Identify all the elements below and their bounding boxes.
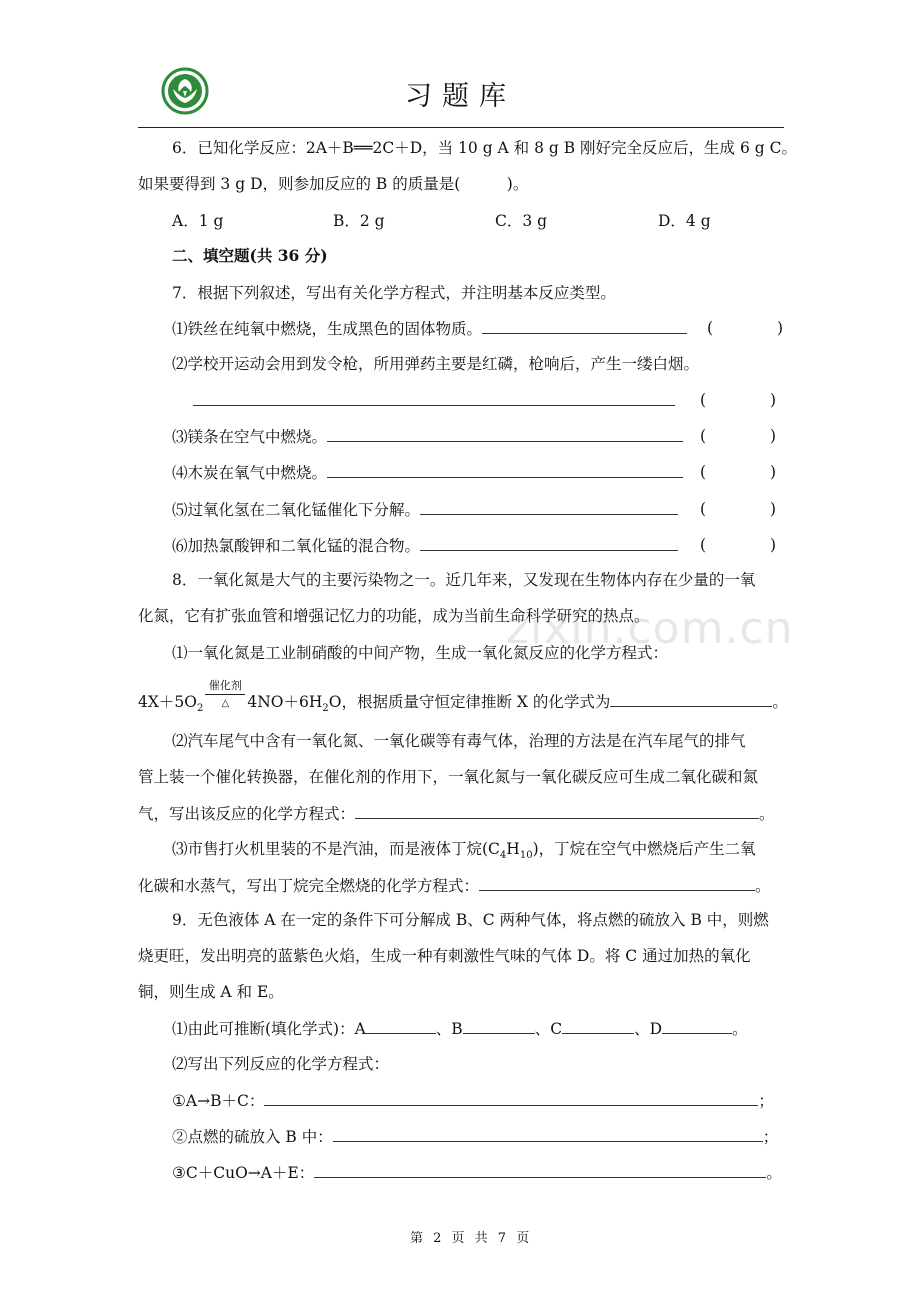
formula-subscript: 10 — [519, 850, 533, 862]
q9-reaction-2-text: ②点燃的硫放入 B 中： — [172, 1128, 333, 1146]
q6-option-c: C．3 g — [495, 212, 548, 230]
q6-option-b: B．2 g — [333, 212, 385, 230]
period: 。 — [755, 877, 771, 895]
q8-part2-line2: 管上装一个催化转换器，在催化剂的作用下，一氧化氮与一氧化碳反应可生成二氧化碳和氮 — [138, 768, 759, 786]
q7-paren-3-open: ( — [700, 427, 707, 445]
q9-part1-d: 、D — [634, 1020, 662, 1038]
q7-paren-2-open: ( — [700, 391, 707, 409]
q7-paren-6-open: ( — [700, 536, 707, 554]
q8-part3-line2 — [138, 875, 771, 896]
watermark: zixin.com.cn — [506, 603, 794, 654]
answer-blank[interactable] — [193, 405, 675, 406]
q7-item-3 — [172, 426, 683, 447]
q7-item-2: ⑵学校开运动会用到发令枪，所用弹药主要是红磷，枪响后，产生一缕白烟。 — [172, 355, 700, 373]
q6-line1: 6．已知化学反应：2A＋B══2C＋D，当 10 g A 和 8 g B 刚好完全反应后，生成 6 g C。 — [172, 139, 797, 157]
answer-blank[interactable] — [327, 462, 683, 478]
answer-blank[interactable] — [264, 1090, 758, 1106]
q7-paren-1-close: ) — [777, 319, 784, 337]
equation-tail: O，根据质量守恒定律推断 X 的化学式为 — [328, 693, 611, 711]
reaction-condition — [203, 679, 247, 709]
equation-subscript: 2 — [196, 703, 204, 715]
answer-blank[interactable] — [327, 426, 683, 442]
q9-part1-text: ⑴由此可推断(填化学式)：A — [172, 1020, 366, 1038]
q8-line2: 化氮，它有扩张血管和增强记忆力的功能，成为当前生命科学研究的热点。 — [138, 607, 650, 625]
q9-part1-b: 、B — [435, 1020, 463, 1038]
q6-option-a: A．1 g — [172, 212, 224, 230]
q9-reaction-1-text: ①A→B＋C： — [172, 1092, 265, 1110]
answer-blank[interactable] — [333, 1126, 763, 1142]
leaf-hands-logo-icon — [161, 67, 209, 115]
q8-part2-line3 — [138, 803, 775, 824]
q7-item-4 — [172, 462, 683, 483]
q8-part2-text: 气，写出该反应的化学方程式： — [138, 805, 356, 823]
q9-line3: 铜，则生成 A 和 E。 — [138, 983, 284, 1001]
page-number: 第 2 页 共 7 页 — [410, 1231, 533, 1246]
q8-equation — [138, 679, 788, 719]
q9-part1-c: 、C — [534, 1020, 563, 1038]
equation-left: 4X＋5O — [138, 693, 197, 711]
q7-paren-4-open: ( — [700, 463, 707, 481]
equation-right: 4NO＋6H — [247, 693, 323, 711]
q7-paren-3-close: ) — [770, 427, 777, 445]
answer-blank[interactable] — [479, 875, 755, 891]
catalyst-label: 催化剂 — [208, 679, 242, 692]
q8-part3-text-c: )，丁烷在空气中燃烧后产生二氧 — [532, 840, 756, 858]
answer-blank[interactable] — [482, 318, 687, 334]
q8-part1: ⑴一氧化氮是工业制硝酸的中间产物，生成一氧化氮反应的化学方程式： — [172, 644, 669, 662]
q7-item-6 — [172, 535, 678, 556]
section-heading: 二、填空题(共 36 分) — [172, 246, 328, 265]
q7-paren-5-close: ) — [770, 500, 777, 518]
q7-paren-5-open: ( — [700, 500, 707, 518]
formula-subscript: 4 — [499, 850, 507, 862]
q7-item-5-text: ⑸过氧化氢在二氧化锰催化下分解。 — [172, 501, 421, 519]
answer-blank[interactable] — [610, 691, 772, 707]
q9-reaction-2 — [172, 1126, 778, 1147]
q7-paren-2-close: ) — [770, 391, 777, 409]
period: 。 — [766, 1164, 782, 1182]
q7-paren-6-close: ) — [770, 536, 777, 554]
q8-line1: 8．一氧化氮是大气的主要污染物之一。近几年来，又发现在生物体内存在少量的一氧 — [172, 571, 756, 589]
q7-item-1-text: ⑴铁丝在纯氧中燃烧，生成黑色的固体物质。 — [172, 320, 483, 338]
semicolon: ； — [762, 1128, 779, 1146]
equation-subscript: 2 — [322, 703, 329, 715]
q9-part2: ⑵写出下列反应的化学方程式： — [172, 1055, 390, 1073]
period: 。 — [772, 693, 788, 711]
q9-reaction-3 — [172, 1162, 782, 1183]
semicolon: ； — [758, 1092, 774, 1110]
q9-reaction-3-text: ③C＋CuO→A＋E： — [172, 1164, 315, 1182]
answer-blank-c[interactable] — [562, 1018, 634, 1034]
q7-paren-1-open: ( — [707, 319, 714, 337]
answer-blank[interactable] — [420, 535, 678, 551]
q6-option-d: D．4 g — [658, 212, 711, 230]
q7-item-5 — [172, 499, 678, 520]
q7-item-1 — [172, 318, 687, 339]
page-title: 习题库 — [405, 81, 516, 112]
q9-part1 — [172, 1018, 748, 1039]
period: 。 — [759, 805, 775, 823]
answer-blank-b[interactable] — [463, 1018, 535, 1034]
q6-line2: 如果要得到 3 g D，则参加反应的 B 的质量是( )。 — [138, 175, 529, 193]
heat-symbol: △ — [221, 698, 230, 709]
answer-blank[interactable] — [420, 499, 678, 515]
q8-part3-text: 化碳和水蒸气，写出丁烷完全燃烧的化学方程式： — [138, 877, 480, 895]
q8-part3-line1 — [172, 839, 756, 866]
q7-item-6-text: ⑹加热氯酸钾和二氧化锰的混合物。 — [172, 537, 421, 555]
q7-stem: 7．根据下列叙述，写出有关化学方程式，并注明基本反应类型。 — [172, 284, 616, 302]
q9-reaction-1 — [172, 1090, 774, 1111]
q7-item-3-text: ⑶镁条在空气中燃烧。 — [172, 428, 328, 446]
answer-blank[interactable] — [355, 803, 759, 819]
q7-item-4-text: ⑷木炭在氧气中燃烧。 — [172, 464, 328, 482]
answer-blank-a[interactable] — [366, 1018, 436, 1034]
q9-line2: 烧更旺，发出明亮的蓝紫色火焰，生成一种有刺激性气味的气体 D。将 C 通过加热的氧化 — [138, 947, 751, 965]
answer-blank[interactable] — [314, 1162, 766, 1178]
q7-paren-4-close: ) — [770, 463, 777, 481]
q8-part2-line1: ⑵汽车尾气中含有一氧化氮、一氧化碳等有毒气体，治理的方法是在汽车尾气的排气 — [172, 732, 746, 750]
q8-part3-text-b: H — [506, 840, 520, 858]
q8-part3-text-a: ⑶市售打火机里装的不是汽油，而是液体丁烷(C — [172, 840, 500, 858]
q9-line1: 9．无色液体 A 在一定的条件下可分解成 B、C 两种气体，将点燃的硫放入 B 中，则燃 — [172, 911, 769, 929]
answer-blank-d[interactable] — [662, 1018, 732, 1034]
header-divider — [138, 127, 784, 128]
period: 。 — [732, 1020, 748, 1038]
